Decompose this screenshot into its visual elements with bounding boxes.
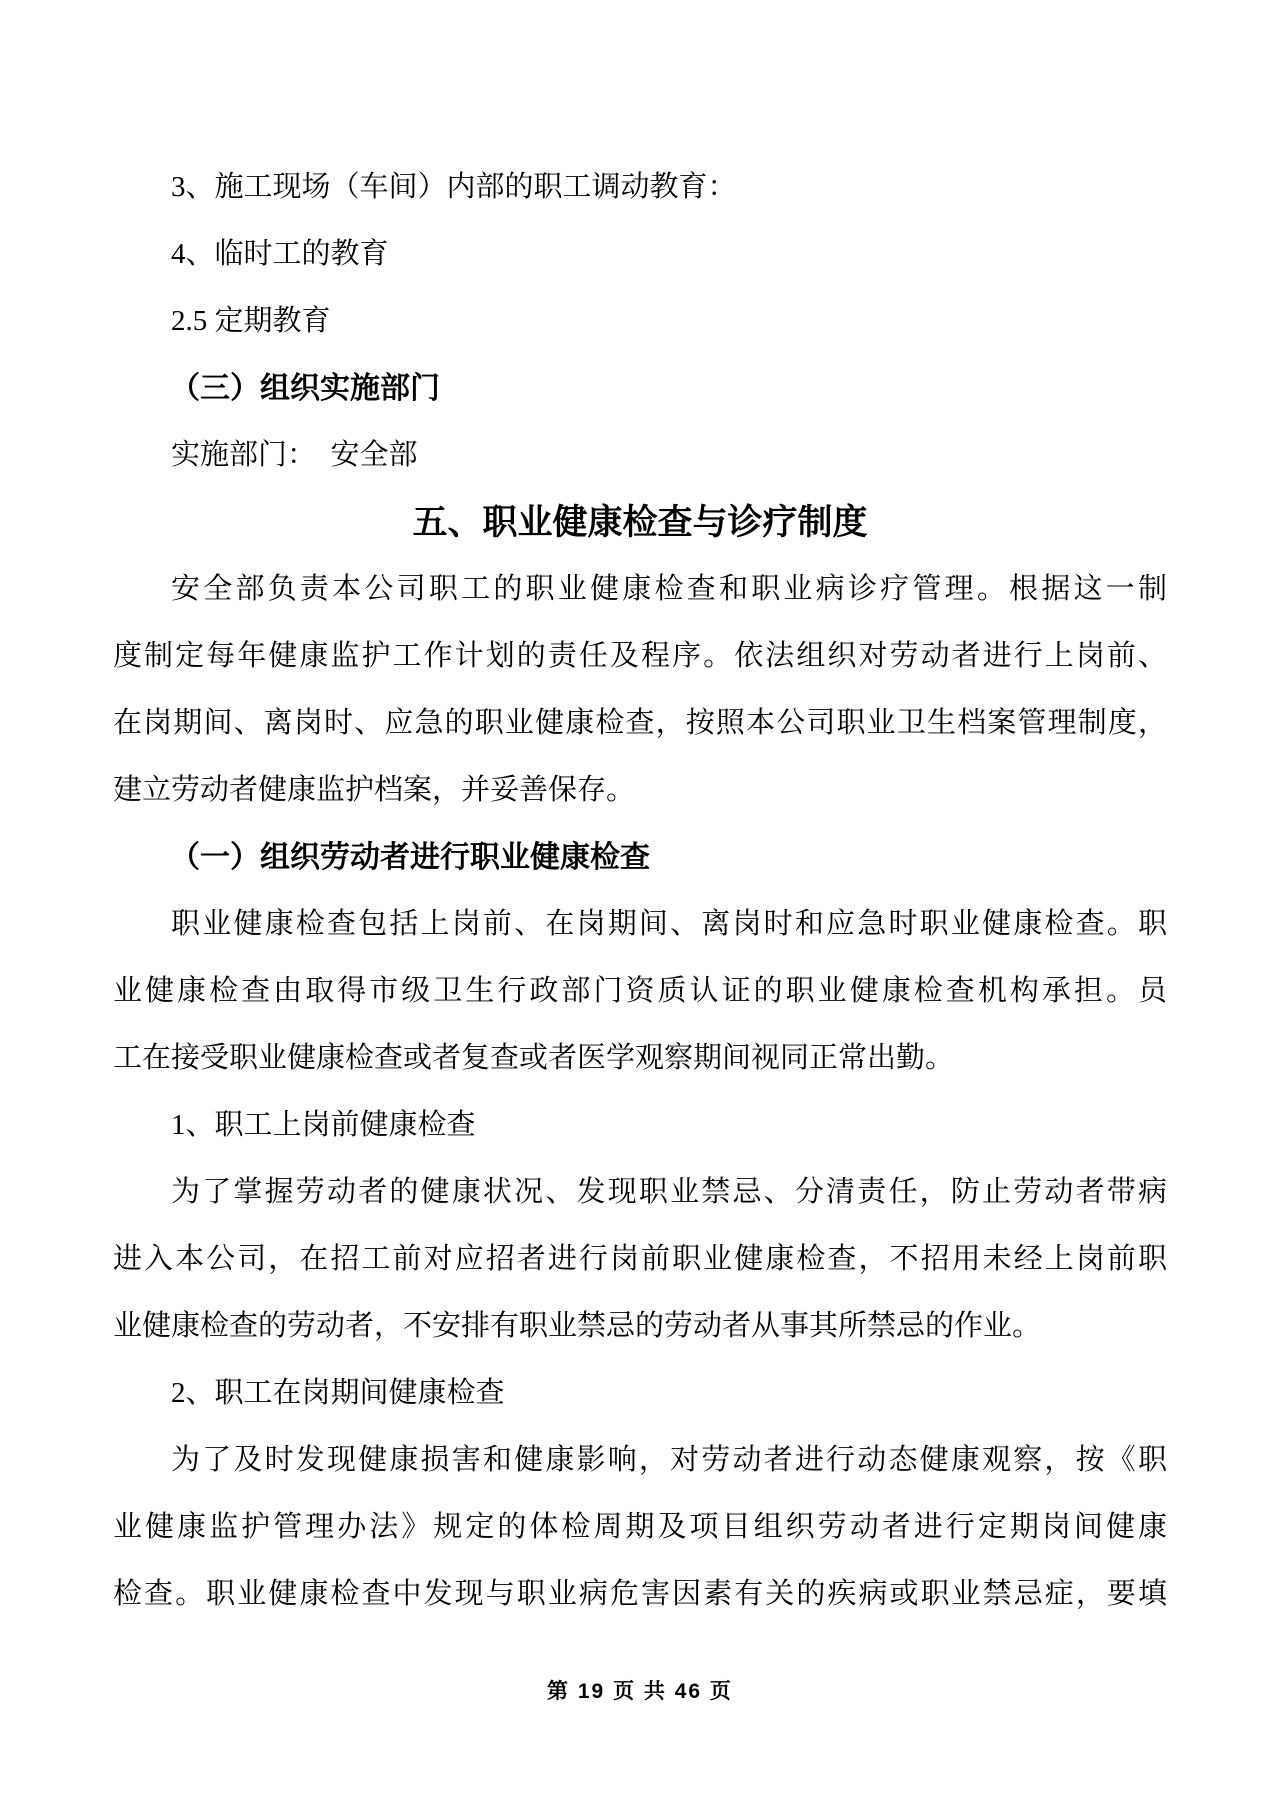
list-item: 1、职工上岗前健康检查 xyxy=(171,1109,476,1141)
paragraph-line: 在岗期间、离岗时、应急的职业健康检查，按照本公司职业卫生档案管理制度， xyxy=(113,707,1167,739)
field-line: 实施部门： 安全部 xyxy=(171,439,418,471)
paragraph-line: 为了及时发现健康损害和健康影响，对劳动者进行动态健康观察，按《职 xyxy=(171,1444,1167,1476)
paragraph-line: 工在接受职业健康检查或者复查或者医学观察期间视同正常出勤。 xyxy=(113,1042,955,1074)
list-item: 2.5 定期教育 xyxy=(171,305,331,337)
paragraph-line: 业健康检查由取得市级卫生行政部门资质认证的职业健康检查机构承担。员 xyxy=(113,975,1167,1007)
paragraph-line: 进入本公司，在招工前对应招者进行岗前职业健康检查，不招用未经上岗前职 xyxy=(113,1243,1167,1275)
paragraph-line: 检查。职业健康检查中发现与职业病危害因素有关的疾病或职业禁忌症，要填 xyxy=(113,1578,1167,1610)
paragraph-line: 安全部负责本公司职工的职业健康检查和职业病诊疗管理。根据这一制 xyxy=(171,573,1167,605)
paragraph-line: 职业健康检查包括上岗前、在岗期间、离岗时和应急时职业健康检查。职 xyxy=(171,908,1167,940)
page-footer: 第 19 页 共 46 页 xyxy=(547,1680,733,1703)
paragraph-line: 建立劳动者健康监护档案，并妥善保存。 xyxy=(113,774,636,806)
chapter-heading: 五、职业健康检查与诊疗制度 xyxy=(412,503,868,542)
document-body xyxy=(113,154,1167,1628)
paragraph-line: 为了掌握劳动者的健康状况、发现职业禁忌、分清责任，防止劳动者带病 xyxy=(171,1176,1167,1208)
paragraph-line: 业健康监护管理办法》规定的体检周期及项目组织劳动者进行定期岗间健康 xyxy=(113,1511,1167,1543)
section-heading: （三）组织实施部门 xyxy=(170,372,440,405)
section-heading: （一）组织劳动者进行职业健康检查 xyxy=(170,841,650,874)
paragraph-line: 业健康检查的劳动者，不安排有职业禁忌的劳动者从事其所禁忌的作业。 xyxy=(113,1310,1042,1342)
paragraph-line: 度制定每年健康监护工作计划的责任及程序。依法组织对劳动者进行上岗前、 xyxy=(113,640,1167,672)
list-item: 4、临时工的教育 xyxy=(171,238,389,270)
list-item: 3、施工现场（车间）内部的职工调动教育： xyxy=(171,171,737,203)
list-item: 2、职工在岗期间健康检查 xyxy=(171,1377,505,1409)
